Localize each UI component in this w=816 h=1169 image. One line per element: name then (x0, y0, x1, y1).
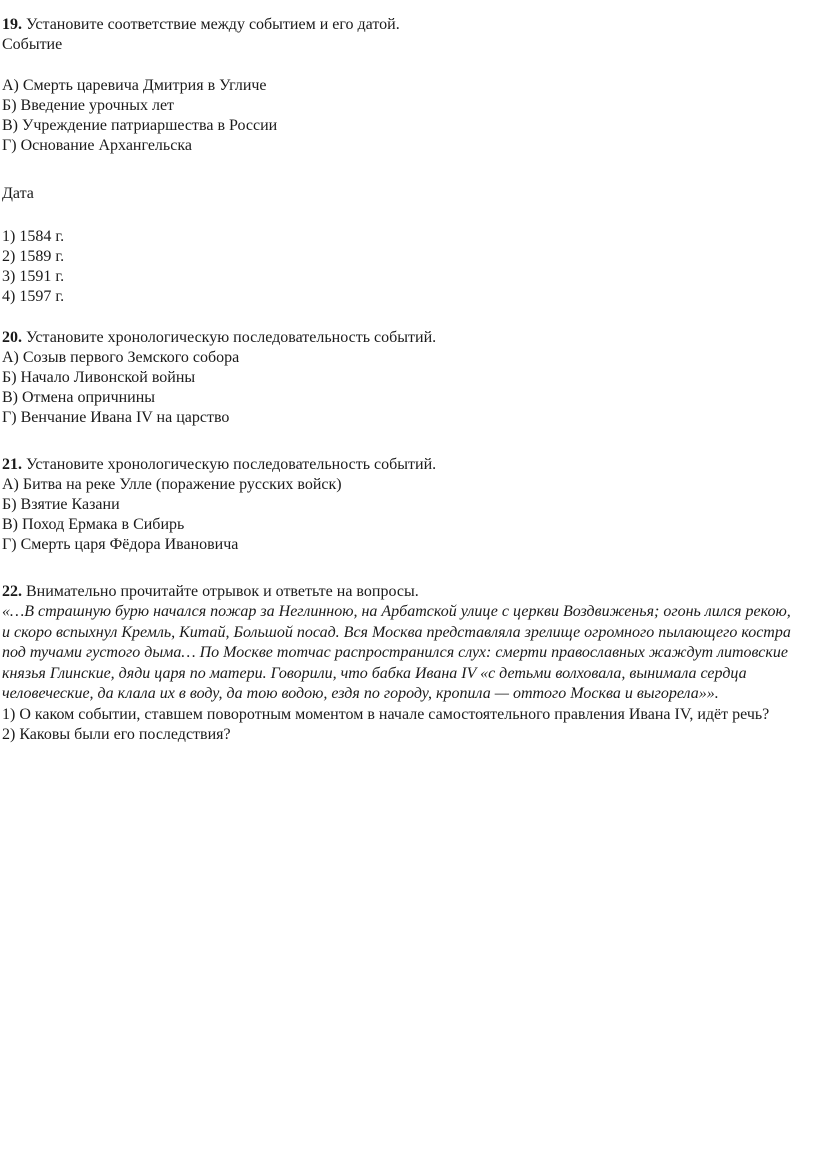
q19-number: 19. (2, 16, 22, 33)
q19-date-1: 1) 1584 г. (2, 228, 65, 245)
q19-date-3: 3) 1591 г. (2, 268, 65, 285)
q20-number: 20. (2, 329, 22, 346)
q20-heading (2, 328, 808, 348)
document-page (2, 15, 808, 745)
q22-prompt: Внимательно прочитайте отрывок и ответьте на вопросы. (26, 583, 419, 600)
q20-item-d: Г) Венчание Ивана IV на царство (2, 409, 230, 426)
q21-item-c: В) Поход Ермака в Сибирь (2, 516, 185, 533)
q19-event-d: Г) Основание Архангельска (2, 137, 192, 154)
q21-number: 21. (2, 456, 22, 473)
q19-event-b: Б) Введение урочных лет (2, 97, 175, 114)
q19-date-4: 4) 1597 г. (2, 288, 65, 305)
q21-item-a: А) Битва на реке Улле (поражение русских войск) (2, 476, 342, 493)
q20-prompt: Установите хронологическую последовательность событий. (26, 329, 437, 346)
q19-event-a: А) Смерть царевича Дмитрия в Угличе (2, 77, 267, 94)
q21-item-b: Б) Взятие Казани (2, 496, 120, 513)
q20-item-b: Б) Начало Ливонской войны (2, 369, 196, 386)
q19-date-2: 2) 1589 г. (2, 248, 65, 265)
q19-events-header: Событие (2, 36, 63, 53)
q21-heading (2, 455, 808, 475)
q19-heading (2, 15, 808, 35)
q19-prompt: Установите соответствие между событием и его датой. (26, 16, 400, 33)
q19-dates-header: Дата (2, 185, 34, 202)
q22-excerpt: «…В страшную бурю начался пожар за Неглинною, на Арбатской улице с церкви Воздвиженья; огонь лился рекою, и скоро вспыхнул Кремль, Китай, Большой посад. Вся Москва представляла зрелище огромного пылающего костра под тучами густого дыма… По Москве тотчас распространился слух: смерти православных жаждут литовские князья Глинские, дяди царя по матери. Говорили, что бабка Ивана IV «с детьми волховала, вынимала сердца человеческие, да клала их в воду, да тою водою, ездя по городу, кропила — оттого Москва и выгорела»». (2, 603, 791, 702)
q22-number: 22. (2, 583, 22, 600)
q22-heading (2, 582, 808, 602)
q19-event-c: В) Учреждение патриаршества в России (2, 117, 278, 134)
q21-item-d: Г) Смерть царя Фёдора Ивановича (2, 536, 239, 553)
q21-prompt: Установите хронологическую последовательность событий. (26, 456, 437, 473)
q22-question-1: 1) О каком событии, ставшем поворотным моментом в начале самостоятельного правления Ивана IV, идёт речь? (2, 705, 770, 723)
q20-item-a: А) Созыв первого Земского собора (2, 349, 240, 366)
q20-item-c: В) Отмена опричнины (2, 389, 156, 406)
q22-question-2: 2) Каковы были его последствия? (2, 725, 231, 743)
